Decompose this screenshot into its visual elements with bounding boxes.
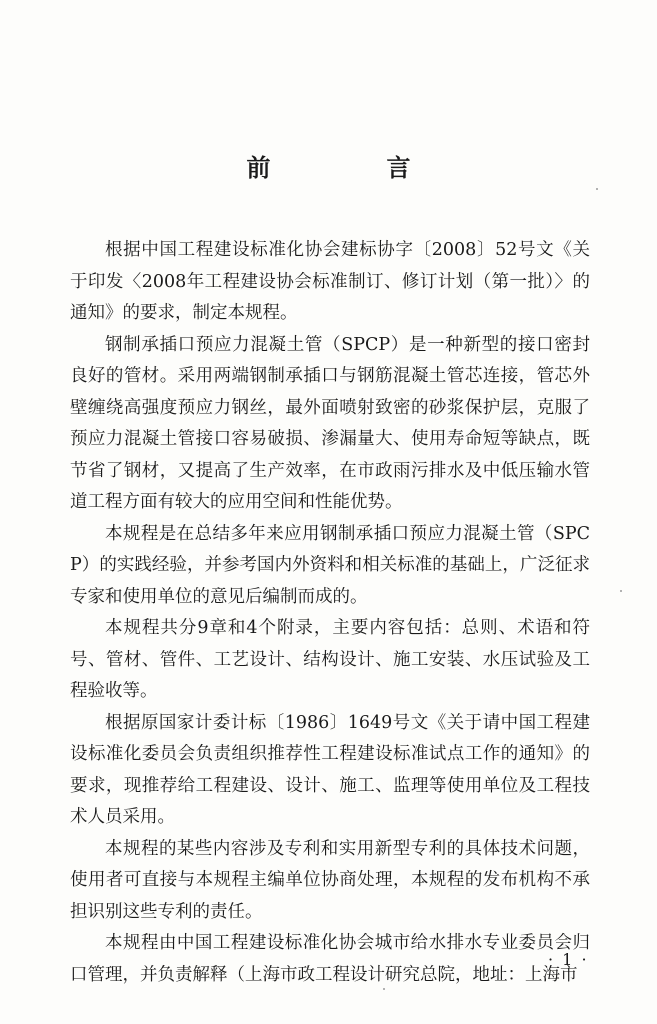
scan-speck	[620, 590, 622, 592]
paragraph: 本规程由中国工程建设标准化协会城市给水排水专业委员会归口管理，并负责解释（上海市政工程设计研究总院，地址：上海市	[70, 933, 590, 985]
scan-speck	[596, 188, 598, 190]
scan-speck	[383, 988, 385, 990]
paragraph: 钢制承插口预应力混凝土管（SPCP）是一种新型的接口密封良好的管材。采用两端钢制承插口与钢筋混凝土管芯连接，管芯外壁缠绕高强度预应力钢丝，最外面喷射致密的砂浆保护层，克服了预应力混凝土管接口容易破损、渗漏量大、使用寿命短等缺点，既节省了钢材，又提高了生产效率，在市政雨污排水及中低压输水管道工程方面有较大的应用空间和性能优势。	[70, 334, 590, 512]
paragraph: 根据原国家计委计标〔1986〕1649号文《关于请中国工程建设标准化委员会负责组织推荐性工程建设标准试点工作的通知》的要求，现推荐给工程建设、设计、施工、监理等使用单位及工程技术人员采用。	[70, 712, 590, 827]
preface-body	[70, 235, 590, 991]
paragraph: 本规程共分9章和4个附录，主要内容包括：总则、术语和符号、管材、管件、工艺设计、结构设计、施工安装、水压试验及工程验收等。	[70, 618, 590, 701]
paragraph: 根据中国工程建设标准化协会建标协字〔2008〕52号文《关于印发〈2008年工程建设协会标准制订、修订计划（第一批）〉的通知》的要求，制定本规程。	[70, 240, 590, 323]
page-title: 前 言	[246, 153, 457, 182]
paragraph: 本规程是在总结多年来应用钢制承插口预应力混凝土管（SPCP）的实践经验，并参考国内外资料和相关标准的基础上，广泛征求专家和使用单位的意见后编制而成的。	[70, 523, 590, 607]
paragraph: 本规程的某些内容涉及专利和实用新型专利的具体技术问题，使用者可直接与本规程主编单位协商处理，本规程的发布机构不承担识别这些专利的责任。	[70, 838, 590, 922]
page-number: · 1 ·	[548, 950, 589, 969]
